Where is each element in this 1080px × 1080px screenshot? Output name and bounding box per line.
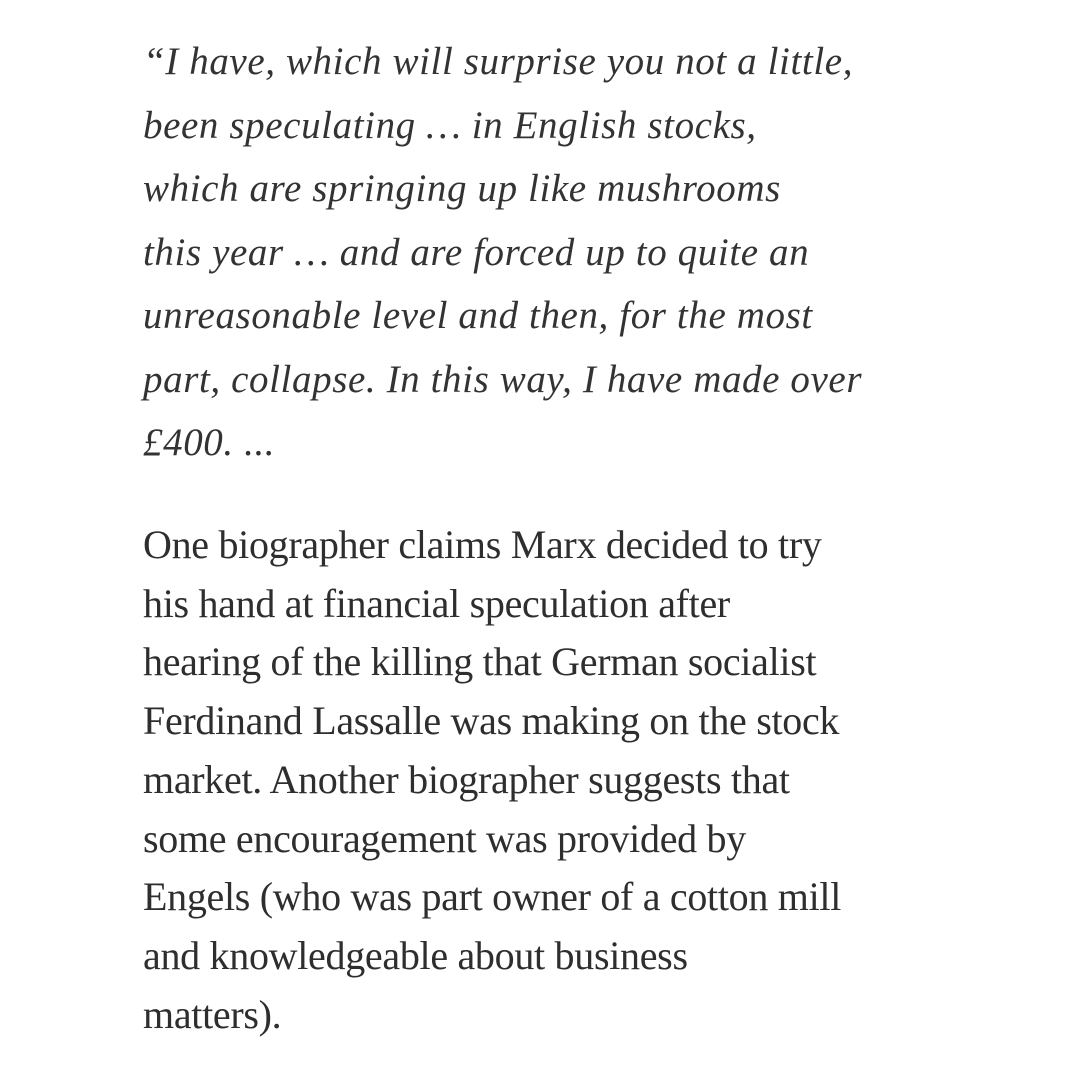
article-body <box>143 30 933 1037</box>
paragraph-line: hearing of the killing that German socialist <box>143 639 817 685</box>
quote-line: which are springing up like mushrooms <box>143 167 781 210</box>
paragraph-line: some encouragement was provided by <box>143 815 746 861</box>
paragraph-line: and knowledgeable about business <box>143 932 688 978</box>
block-quote <box>143 30 933 475</box>
quote-line: unreasonable level and then, for the most <box>143 294 813 337</box>
body-paragraph <box>143 516 841 1044</box>
quote-line: been speculating … in English stocks, <box>143 103 757 147</box>
quote-line: £400. ... <box>143 421 276 464</box>
quote-line: “I have, which will surprise you not a little, <box>143 40 854 83</box>
paragraph-line: One biographer claims Marx decided to try <box>143 522 822 567</box>
paragraph-line: market. Another biographer suggests that <box>143 756 790 802</box>
paragraph-line: his hand at financial speculation after <box>143 580 730 626</box>
paragraph-line: matters). <box>143 991 282 1037</box>
paragraph-line: Ferdinand Lassalle was making on the stock <box>143 698 840 744</box>
quote-line: part, collapse. In this way, I have made over <box>143 357 863 401</box>
paragraph-line: Engels (who was part owner of a cotton mill <box>143 874 842 920</box>
quote-line: this year … and are forced up to quite an <box>143 230 810 274</box>
